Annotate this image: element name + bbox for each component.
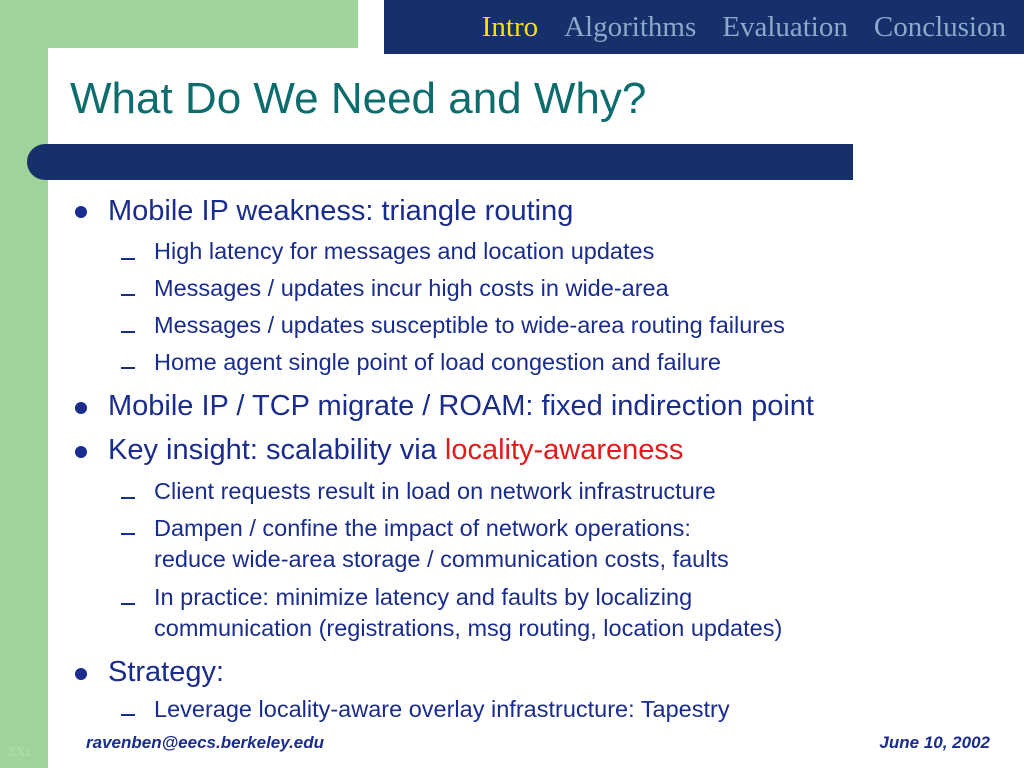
nav-item-evaluation[interactable]: Evaluation — [722, 10, 848, 43]
footer-date: June 10, 2002 — [879, 733, 990, 752]
bullet-item: Strategy: — [108, 656, 225, 688]
bullet-dot-icon — [75, 446, 87, 458]
bullet-dot-icon — [75, 668, 87, 680]
bullet-item: Mobile IP weakness: triangle routing — [108, 195, 574, 227]
bullet-text: Key insight: scalability via — [108, 434, 445, 466]
bullet-item: Mobile IP / TCP migrate / ROAM: fixed indirection point — [108, 390, 814, 422]
dash-icon — [121, 331, 135, 333]
sub-bullet-item-continued: communication (registrations, msg routing, location updates) — [154, 615, 783, 641]
sub-bullet-item: Messages / updates incur high costs in wide-area — [154, 275, 669, 301]
sub-bullet-item: Dampen / confine the impact of network operations: — [154, 515, 691, 541]
nav-item-intro[interactable]: Intro — [481, 10, 539, 43]
bullet-dot-icon — [75, 206, 87, 218]
slide-title: What Do We Need and Why? — [70, 74, 647, 123]
sub-bullet-item: Home agent single point of load congestion and failure — [154, 349, 721, 375]
sub-bullet-item: High latency for messages and location updates — [154, 238, 655, 264]
bullet-dot-icon — [75, 402, 87, 414]
dash-icon — [121, 533, 135, 535]
sub-bullet-item-continued: reduce wide-area storage / communication costs, faults — [154, 546, 729, 572]
sub-bullet-item: Client requests result in load on network infrastructure — [154, 478, 716, 504]
dash-icon — [121, 258, 135, 260]
watermark: ZXL — [8, 744, 34, 759]
dash-icon — [121, 294, 135, 296]
nav-item-conclusion[interactable]: Conclusion — [873, 10, 1006, 43]
dash-icon — [121, 367, 135, 369]
footer-email: ravenben@eecs.berkeley.edu — [86, 733, 325, 752]
sub-bullet-item: Messages / updates susceptible to wide-area routing failures — [154, 312, 785, 338]
sub-bullet-item: In practice: minimize latency and faults by localizing — [154, 584, 693, 610]
dash-icon — [121, 497, 135, 499]
sub-bullet-item: Leverage locality-aware overlay infrastructure: Tapestry — [154, 696, 730, 722]
dash-icon — [121, 714, 135, 716]
highlight-text: locality-awareness — [444, 434, 684, 466]
dash-icon — [121, 603, 135, 605]
nav-item-algorithms[interactable]: Algorithms — [564, 10, 697, 43]
bullet-item — [108, 434, 683, 467]
